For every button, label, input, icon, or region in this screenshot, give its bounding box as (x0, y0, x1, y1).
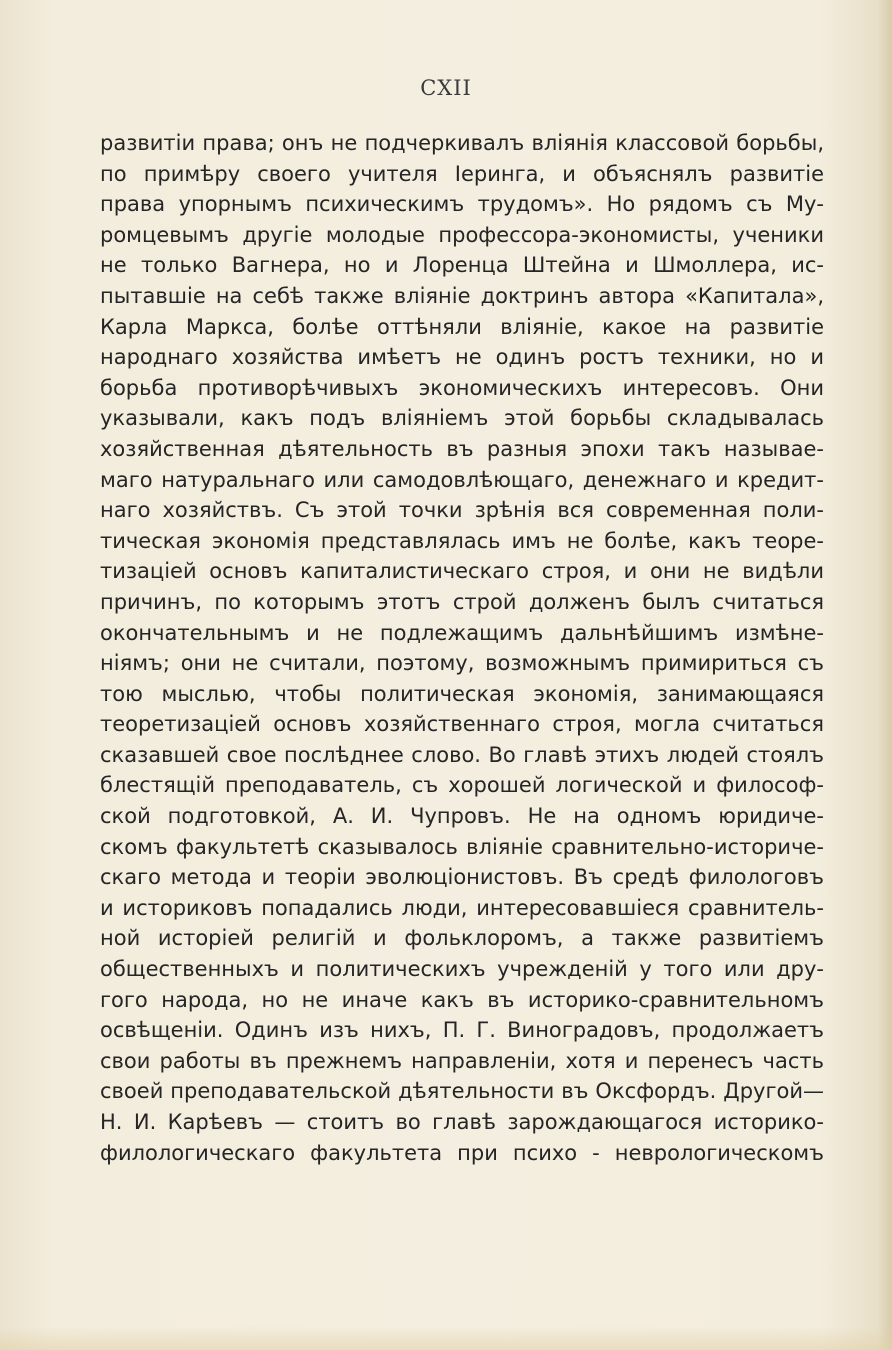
text-line: борьба противорѣчивыхъ экономическихъ интересовъ. Они (100, 375, 824, 400)
text-line: народнаго хозяйства имѣетъ не одинъ ростъ техники, но и (100, 345, 824, 370)
text-line: тою мыслью, чтобы политическая экономiя, занимающаяся (100, 681, 824, 706)
text-line: свои работы въ прежнемъ направленiи, хотя и перенесъ часть (100, 1048, 824, 1073)
text-line: своей преподавательской дѣятельности въ Оксфордъ. Другой— (100, 1079, 824, 1104)
text-line: права упорнымъ психическимъ трудомъ». Но рядомъ съ Му- (100, 192, 824, 217)
text-line: пытавшiе на себѣ также влiянiе доктринъ автора «Капитала», (100, 283, 824, 308)
text-line: не только Вагнера, но и Лоренца Штейна и Шмоллера, ис- (100, 253, 824, 278)
text-line: и историковъ попадались люди, интересовавшiеся сравнитель- (100, 895, 824, 920)
text-line: скаго метода и теорiи эволюцiонистовъ. Въ средѣ филологовъ (100, 865, 824, 890)
text-line: тизацiей основъ капиталистическаго строя, и они не видѣли (100, 559, 824, 584)
text-line: скомъ факультетѣ сказывалось влiянiе сравнительно-историче- (100, 834, 824, 859)
page-edge-shadow (878, 0, 892, 1350)
text-line: наго хозяйствъ. Съ этой точки зрѣнiя вся современная поли- (100, 498, 824, 523)
text-line: теоретизацiей основъ хозяйственнаго строя, могла считаться (100, 712, 824, 737)
text-line: по примѣру своего учителя Iеринга, и объяснялъ развитiе (100, 161, 824, 186)
text-line: развитiи права; онъ не подчеркивалъ влiянiя классовой борьбы, (100, 131, 824, 155)
text-line: окончательнымъ и не подлежащимъ дальнѣйшимъ измѣне- (100, 620, 824, 645)
text-line: хозяйственная дѣятельность въ разныя эпохи такъ называе- (100, 436, 824, 461)
text-line: Карла Маркса, болѣе оттѣняли влiянiе, какое на развитiе (100, 314, 824, 339)
text-line: причинъ, по которымъ этотъ строй долженъ былъ считаться (100, 589, 824, 614)
text-line: блестящiй преподаватель, съ хорошей логической и философ- (100, 773, 824, 798)
text-line: тическая экономiя представлялась имъ не болѣе, какъ теоре- (100, 528, 824, 553)
text-line: гого народа, но не иначе какъ въ историко-сравнительномъ (100, 987, 824, 1012)
text-line: нiямъ; они не считали, поэтому, возможнымъ примириться съ (100, 651, 824, 676)
text-line: освѣщенiи. Одинъ изъ нихъ, П. Г. Виноградовъ, продолжаетъ (100, 1018, 824, 1043)
text-line: маго натуральнаго или самодовлѣющаго, денежнаго и кредит- (100, 467, 824, 492)
text-line: Н. И. Карѣевъ — стоитъ во главѣ зарождающагося историко- (100, 1110, 824, 1134)
text-line: ной исторiей религiй и фольклоромъ, а также развитiемъ (100, 926, 824, 951)
page-number: CXII (420, 76, 472, 100)
page-bottom-shading (0, 1326, 892, 1350)
text-line: указывали, какъ подъ влiянiемъ этой борьбы складывалась (100, 406, 824, 431)
text-line: общественныхъ и политическихъ учрежденiй у того или дру- (100, 957, 824, 982)
text-line: ромцевымъ другiе молодые профессора-экономисты, ученики (100, 222, 824, 247)
text-line: филологическаго факультета при психо - неврологическомъ (100, 1140, 824, 1165)
text-line: сказавшей свое послѣднее слово. Во главѣ этихъ людей стоялъ (100, 742, 824, 767)
body-text (100, 128, 824, 1168)
text-line: ской подготовкой, А. И. Чупровъ. Не на одномъ юридиче- (100, 804, 824, 829)
